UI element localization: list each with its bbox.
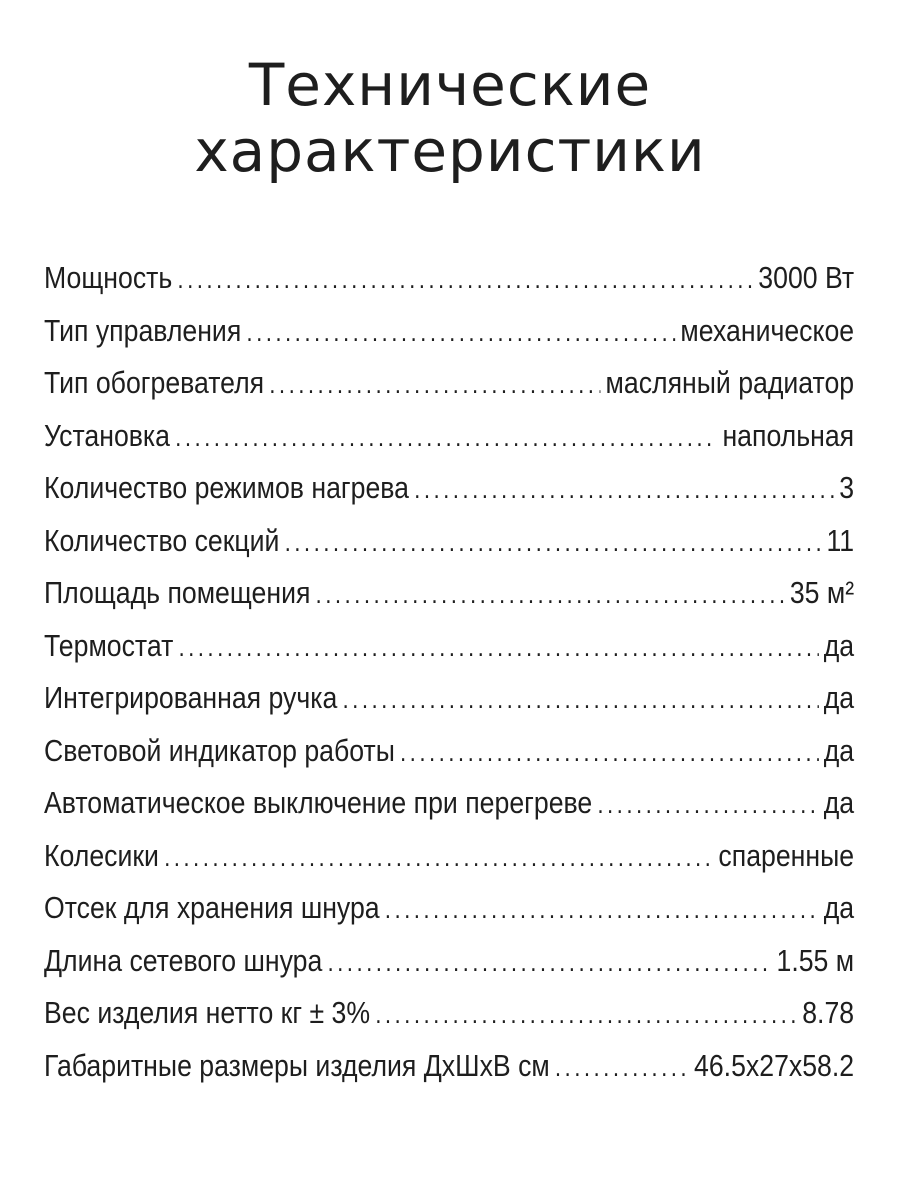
spec-label: Автоматическое выключение при перегреве <box>44 785 593 820</box>
spec-row-control-type <box>44 313 854 366</box>
spec-value: 8.78 <box>802 995 855 1030</box>
dot-leader <box>375 999 797 1030</box>
spec-value: да <box>823 680 855 715</box>
spec-value: да <box>823 785 855 820</box>
spec-label: Интегрированная ручка <box>44 680 338 715</box>
spec-label: Длина сетевого шнура <box>44 942 323 978</box>
spec-label: Количество секций <box>44 522 280 558</box>
dot-leader <box>414 474 834 505</box>
page-title <box>0 52 900 184</box>
dot-leader <box>597 789 818 820</box>
spec-value: спаренные <box>718 837 855 873</box>
dot-leader <box>555 1052 689 1083</box>
spec-row-overheat-shutoff <box>44 785 854 838</box>
spec-row-cord-storage <box>44 890 854 943</box>
spec-row-cord-length <box>44 943 854 996</box>
dot-leader <box>177 264 753 295</box>
spec-label: Установка <box>44 417 171 453</box>
dot-leader <box>164 842 713 873</box>
spec-value: масляный радиатор <box>605 365 855 400</box>
spec-row-heating-modes <box>44 470 854 523</box>
spec-list <box>44 260 854 1100</box>
spec-row-room-area <box>44 575 854 628</box>
spec-row-net-weight <box>44 995 854 1048</box>
spec-value: 3000 Вт <box>758 260 855 295</box>
spec-label: Тип обогревателя <box>44 365 265 400</box>
spec-label: Площадь помещения <box>44 575 311 610</box>
spec-label: Отсек для хранения шнура <box>44 890 380 925</box>
dot-leader <box>175 422 717 453</box>
spec-row-wheels <box>44 838 854 891</box>
spec-row-handle <box>44 680 854 733</box>
spec-label: Габаритные размеры изделия ДхШхВ см <box>44 1047 550 1083</box>
spec-row-sections <box>44 523 854 576</box>
spec-value: да <box>823 890 855 925</box>
spec-row-indicator <box>44 733 854 786</box>
dot-leader <box>400 737 819 768</box>
dot-leader <box>343 684 819 715</box>
dot-leader <box>178 632 818 663</box>
spec-label: Световой индикатор работы <box>44 732 395 768</box>
spec-value: 11 <box>826 522 855 558</box>
spec-value: да <box>823 627 855 663</box>
page-title-line-1: Технические <box>248 51 652 119</box>
spec-row-heater-type <box>44 365 854 418</box>
spec-value: да <box>823 732 855 768</box>
spec-label: Термостат <box>44 627 174 663</box>
spec-label: Количество режимов нагрева <box>44 470 410 505</box>
spec-value: механическое <box>680 312 855 348</box>
spec-row-installation <box>44 418 854 471</box>
spec-label: Тип управления <box>44 312 242 348</box>
dot-leader <box>285 527 822 558</box>
spec-value: напольная <box>722 417 855 453</box>
spec-label: Мощность <box>44 260 173 295</box>
spec-label: Колесики <box>44 837 159 873</box>
dot-leader <box>385 894 819 925</box>
spec-value: 35 м² <box>789 575 855 610</box>
spec-value: 3 <box>839 470 855 505</box>
dot-leader <box>246 317 675 348</box>
spec-row-power <box>44 260 854 313</box>
spec-label: Вес изделия нетто кг ± 3% <box>44 995 371 1030</box>
spec-row-dimensions <box>44 1048 854 1101</box>
spec-value: 46.5x27x58.2 <box>694 1047 855 1083</box>
spec-row-thermostat <box>44 628 854 681</box>
dot-leader <box>316 579 785 610</box>
dot-leader <box>269 369 600 400</box>
dot-leader <box>327 947 771 978</box>
page-title-line-2: характеристики <box>194 117 706 185</box>
spec-value: 1.55 м <box>776 942 855 978</box>
